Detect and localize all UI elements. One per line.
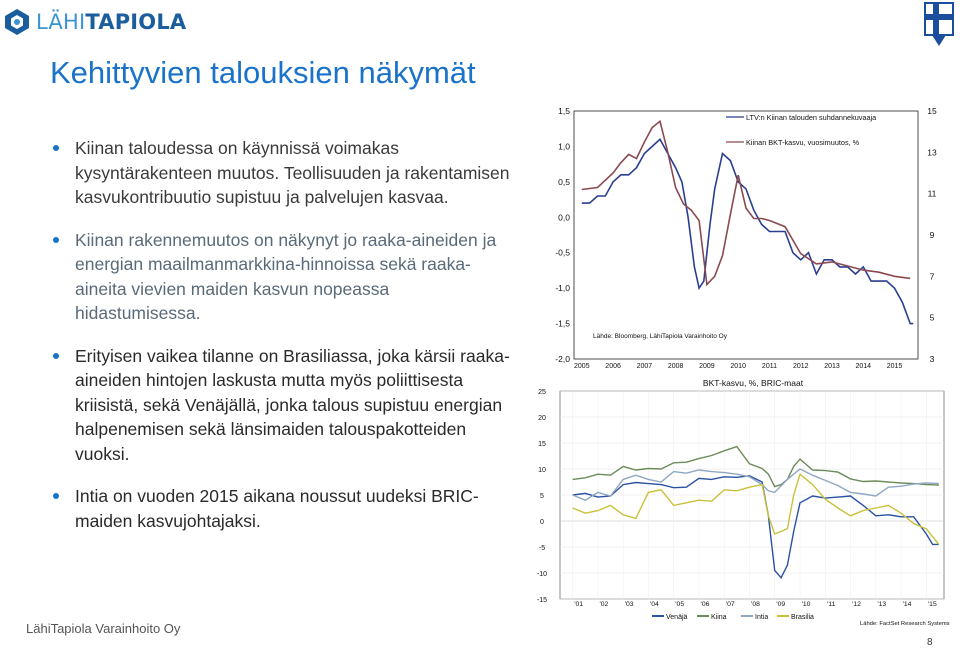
x-tick-label: '10 bbox=[801, 601, 811, 608]
chart1-source: Lähde: Bloomberg, LähiTapiola Varainhoito Oy bbox=[593, 333, 727, 340]
logo-text-tapiola: TAPIOLA bbox=[85, 10, 187, 34]
y-right-tick-label: 5 bbox=[929, 312, 935, 323]
x-tick-label: 2013 bbox=[824, 363, 840, 370]
y-tick-label: -15 bbox=[536, 597, 548, 604]
x-tick-label: '11 bbox=[827, 601, 836, 608]
y-tick-label: -5 bbox=[538, 545, 546, 552]
y-tick-label: 20 bbox=[538, 415, 546, 422]
y-left-tick-label: 0,0 bbox=[558, 212, 570, 223]
y-left-tick-label: -1,5 bbox=[555, 318, 570, 329]
x-tick-label: '01 bbox=[574, 601, 584, 608]
chart2-title: BKT-kasvu, %, BRIC-maat bbox=[702, 378, 804, 388]
chart2-source: Lähde: FactSet Research Systems bbox=[860, 621, 950, 627]
y-left-tick-label: 1,5 bbox=[558, 106, 570, 116]
y-left-tick-label: 1,0 bbox=[558, 141, 570, 152]
china-cycle-chart bbox=[530, 104, 960, 370]
x-tick-label: 2011 bbox=[761, 363, 777, 370]
y-tick-label: 0 bbox=[540, 519, 544, 526]
x-tick-label: 2014 bbox=[855, 363, 872, 370]
x-tick-label: '15 bbox=[927, 601, 937, 608]
bullet-item: Intia on vuoden 2015 aikana noussut uudeksi BRIC-maiden kasvujohtajaksi. bbox=[44, 484, 514, 533]
x-tick-label: '05 bbox=[675, 601, 685, 608]
y-right-tick-label: 7 bbox=[929, 271, 935, 282]
x-tick-label: '07 bbox=[725, 601, 735, 608]
legend-label-ltv: LTV:n Kiinan talouden suhdannekuvaaja bbox=[746, 113, 877, 122]
x-tick-label: 2010 bbox=[730, 363, 746, 370]
legend-venaja-label: Venäjä bbox=[666, 614, 688, 621]
y-right-tick-label: 3 bbox=[929, 354, 935, 364]
x-tick-label: '08 bbox=[751, 601, 760, 608]
x-tick-label: 2012 bbox=[792, 363, 809, 370]
x-tick-label: '12 bbox=[852, 601, 861, 608]
x-tick-label: 2006 bbox=[605, 363, 621, 370]
chart1-plot-frame bbox=[574, 111, 918, 359]
y-right-tick-label: 9 bbox=[929, 230, 935, 240]
finnish-flag-icon bbox=[924, 2, 954, 48]
x-tick-label: '02 bbox=[599, 601, 609, 608]
legend-kiina-label: Kiina bbox=[711, 614, 727, 621]
x-tick-label: '06 bbox=[700, 601, 710, 608]
y-right-tick-label: 11 bbox=[927, 188, 937, 199]
lahitapiola-logo bbox=[2, 4, 186, 40]
bullet-list bbox=[44, 136, 514, 533]
y-tick-label: 5 bbox=[540, 493, 544, 500]
y-left-tick-label: 0,5 bbox=[558, 176, 570, 187]
y-left-tick-label: -1,0 bbox=[555, 283, 570, 294]
y-tick-label: 15 bbox=[538, 441, 546, 448]
x-tick-label: '04 bbox=[649, 601, 659, 608]
bullet-item: Kiinan taloudessa on käynnissä voimakas kysyntärakenteen muutos. Teollisuuden ja rakentamisen kasvukontribuutio supistuu ja palvelujen kasvaa. bbox=[44, 136, 514, 210]
x-tick-label: 2015 bbox=[886, 363, 903, 370]
x-tick-label: '09 bbox=[776, 601, 786, 608]
legend-label-gdp: Kiinan BKT-kasvu, vuosimuutos, % bbox=[746, 138, 860, 147]
y-tick-label: 25 bbox=[538, 389, 546, 396]
y-tick-label: -10 bbox=[536, 571, 548, 578]
y-right-tick-label: 13 bbox=[927, 147, 937, 158]
bullet-item: Kiinan rakennemuutos on näkynyt jo raaka-aineiden ja energian maailmanmarkkina-hinnoissa sekä raaka-aineita vievien maiden kasvun nopeassa hidastumisessa. bbox=[44, 228, 514, 326]
page-number: 8 bbox=[927, 637, 933, 648]
y-tick-label: 10 bbox=[538, 467, 546, 474]
y-right-tick-label: 15 bbox=[927, 106, 937, 116]
page-title: Kehittyvien talouksien näkymät bbox=[50, 55, 476, 90]
bric-gdp-chart bbox=[530, 378, 960, 638]
bullet-item: Erityisen vaikea tilanne on Brasiliassa, joka kärsii raaka-aineiden hintojen laskusta mutta myös poliittisesta kriisistä, sekä Venäjällä, jonka talous supistuu energian halpenemisen sekä länsimaiden talouspakotteiden vuoksi. bbox=[44, 344, 514, 467]
x-tick-label: 2008 bbox=[667, 363, 684, 370]
x-tick-label: '14 bbox=[902, 601, 912, 608]
logo-text-lahi: LÄHI bbox=[36, 10, 86, 34]
x-tick-label: '03 bbox=[624, 601, 634, 608]
lahitapiola-shield-icon bbox=[2, 7, 32, 37]
x-tick-label: 2009 bbox=[699, 363, 715, 370]
footer-company: LähiTapiola Varainhoito Oy bbox=[26, 621, 181, 636]
y-left-tick-label: -0,5 bbox=[555, 247, 570, 258]
y-left-tick-label: -2,0 bbox=[555, 354, 570, 364]
legend-brasilia-label: Brasilia bbox=[791, 614, 814, 621]
x-tick-label: '13 bbox=[877, 601, 887, 608]
x-tick-label: 2005 bbox=[574, 363, 590, 370]
legend-intia-label: Intia bbox=[755, 614, 769, 621]
x-tick-label: 2007 bbox=[636, 363, 653, 370]
